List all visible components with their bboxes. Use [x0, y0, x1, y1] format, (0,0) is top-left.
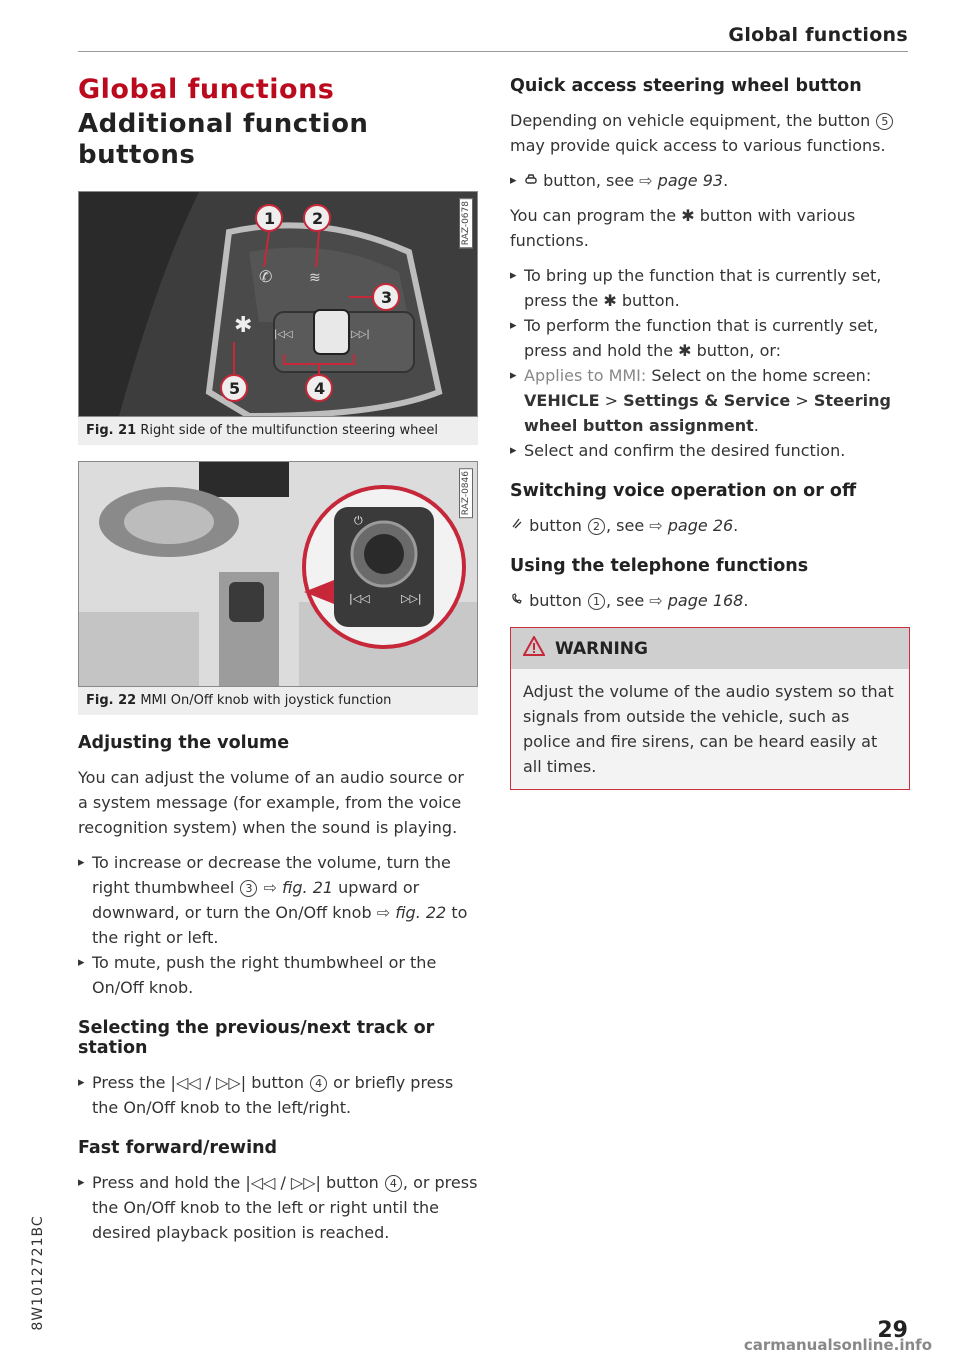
arrow-icon: ⇨ — [639, 171, 653, 190]
arrow-icon: ⇨ — [376, 903, 391, 922]
figure-caption — [78, 687, 478, 715]
warning-body — [511, 669, 909, 789]
heading-telephone: Using the telephone functions — [510, 556, 809, 576]
figure-label: Fig. 21 — [86, 423, 137, 438]
figure-label: Fig. 22 — [86, 693, 137, 708]
figure-caption-text: Right side of the multifunction steering wheel — [140, 423, 438, 438]
figure-link[interactable]: fig. 22 — [395, 903, 447, 922]
svg-text:1: 1 — [264, 209, 276, 228]
star-icon: ✱ — [603, 291, 617, 310]
figure-22 — [78, 461, 478, 715]
figure-code: RAZ-0846 — [459, 468, 473, 518]
warning-header — [511, 628, 909, 669]
callout-number: 5 — [876, 113, 893, 130]
mmi-knob-illustration — [78, 461, 478, 687]
svg-text:3: 3 — [381, 288, 393, 307]
warning-triangle-icon — [523, 636, 545, 661]
watermark: carmanualsonline.info — [743, 1336, 932, 1354]
svg-text:✱: ✱ — [234, 313, 253, 338]
prev-next-icon: |◁◁ / ▷▷| — [245, 1173, 321, 1192]
figure-caption — [78, 417, 478, 445]
list-item: ▸ To perform the function that is currently set, press and hold the ✱ button, or: — [510, 313, 910, 363]
figure-code: RAZ-0678 — [459, 198, 473, 248]
phone-icon — [510, 591, 529, 610]
menu-path: VEHICLE — [524, 391, 600, 410]
star-icon: ✱ — [678, 341, 692, 360]
arrow-icon: ⇨ — [649, 591, 663, 610]
steering-wheel-drawing — [79, 192, 477, 416]
prev-next-icon: |◁◁ / ▷▷| — [170, 1073, 247, 1092]
list-item: ▸ Applies to MMI: Select on the home screen: VEHICLE > Settings & Service > Steering wheel button assignment. — [510, 363, 910, 438]
warning-text: Adjust the volume of the audio system so that signals from outside the vehicle, such as police and fire sirens, can be heard easily at all times. — [523, 682, 894, 776]
header-rule — [78, 51, 908, 52]
right-column — [510, 70, 910, 790]
section-title: Global functions — [78, 74, 335, 105]
path-separator: > — [795, 391, 809, 410]
paragraph: button 1 , see ⇨ page 168. — [510, 588, 910, 613]
list-item: ▸ Press the |◁◁ / ▷▷| button 4 or briefly press the On/Off knob to the left/right. — [78, 1070, 478, 1120]
list-item: ▸ To increase or decrease the volume, turn the right thumbwheel 3 ⇨ fig. 21 upward or downward, or turn the On/Off knob ⇨ fig. 22 to the right or left. — [78, 850, 478, 950]
heading-quick-access: Quick access steering wheel button — [510, 76, 862, 96]
svg-text:|◁◁: |◁◁ — [274, 329, 293, 340]
svg-text:4: 4 — [314, 379, 326, 398]
warning-box — [510, 627, 910, 790]
figure-21 — [78, 191, 478, 445]
svg-text:5: 5 — [229, 379, 241, 398]
callout-number: 4 — [385, 1175, 402, 1192]
page-link[interactable]: page 26 — [667, 516, 734, 535]
svg-text:▷▷|: ▷▷| — [401, 592, 422, 605]
list-item: ▸ To mute, push the right thumbwheel or the On/Off knob. — [78, 950, 478, 1000]
subsection-title: Additional function buttons — [78, 109, 369, 170]
star-icon: ✱ — [681, 206, 695, 225]
svg-text:⏻: ⏻ — [354, 514, 363, 527]
heading-adjust-volume: Adjusting the volume — [78, 733, 290, 753]
warning-title: WARNING — [555, 638, 648, 659]
page-number: 29 — [877, 1318, 908, 1343]
figure-caption-text: MMI On/Off knob with joystick function — [140, 693, 392, 708]
list-item: ▸ To bring up the function that is currently set, press the ✱ button. — [510, 263, 910, 313]
page-link[interactable]: page 168 — [667, 591, 744, 610]
svg-text:▷▷|: ▷▷| — [351, 329, 370, 340]
svg-text:|◁◁: |◁◁ — [349, 592, 370, 605]
heading-fast-forward: Fast forward/rewind — [78, 1138, 278, 1158]
callout-number: 3 — [240, 880, 257, 897]
svg-text:✆: ✆ — [259, 267, 273, 286]
applies-note: Applies to MMI: — [524, 366, 647, 385]
callout-number: 4 — [310, 1075, 327, 1092]
page-link[interactable]: page 93 — [657, 171, 724, 190]
left-column — [78, 70, 478, 1245]
menu-path: Steering wheel button assignment — [524, 391, 891, 435]
voice-icon — [510, 516, 529, 535]
heading-track: Selecting the previous/next track or station — [78, 1018, 435, 1058]
steering-wheel-illustration — [78, 191, 478, 417]
car-button-icon — [524, 171, 543, 190]
svg-text:2: 2 — [312, 209, 324, 228]
arrow-icon: ⇨ — [263, 878, 277, 897]
list-item: ▸ Press and hold the |◁◁ / ▷▷| button 4 , or press the On/Off knob to the left or right until the desired playback position is reached. — [78, 1170, 478, 1245]
mmi-knob-drawing — [79, 462, 477, 686]
callout-number: 2 — [588, 518, 605, 535]
figure-link[interactable]: fig. 21 — [282, 878, 334, 897]
running-header: Global functions — [728, 24, 908, 46]
heading-voice: Switching voice operation on or off — [510, 481, 857, 501]
callout-number: 1 — [588, 593, 605, 610]
list-item: ▸ button, see ⇨ page 93. — [510, 168, 910, 193]
menu-path: Settings & Service — [623, 391, 791, 410]
paragraph: You can program the ✱ button with various functions. — [510, 206, 856, 250]
path-separator: > — [604, 391, 619, 410]
svg-text:≋: ≋ — [309, 270, 321, 286]
arrow-icon: ⇨ — [649, 516, 663, 535]
list-item: ▸ Select and confirm the desired function. — [510, 438, 910, 463]
paragraph: Depending on vehicle equipment, the button 5 may provide quick access to various functions. — [510, 108, 910, 158]
document-code: 8W1012721BC — [30, 1215, 46, 1331]
paragraph: button 2 , see ⇨ page 26. — [510, 513, 910, 538]
paragraph: You can adjust the volume of an audio source or a system message (for example, from the voice recognition system) when the sound is playing. — [78, 768, 464, 837]
